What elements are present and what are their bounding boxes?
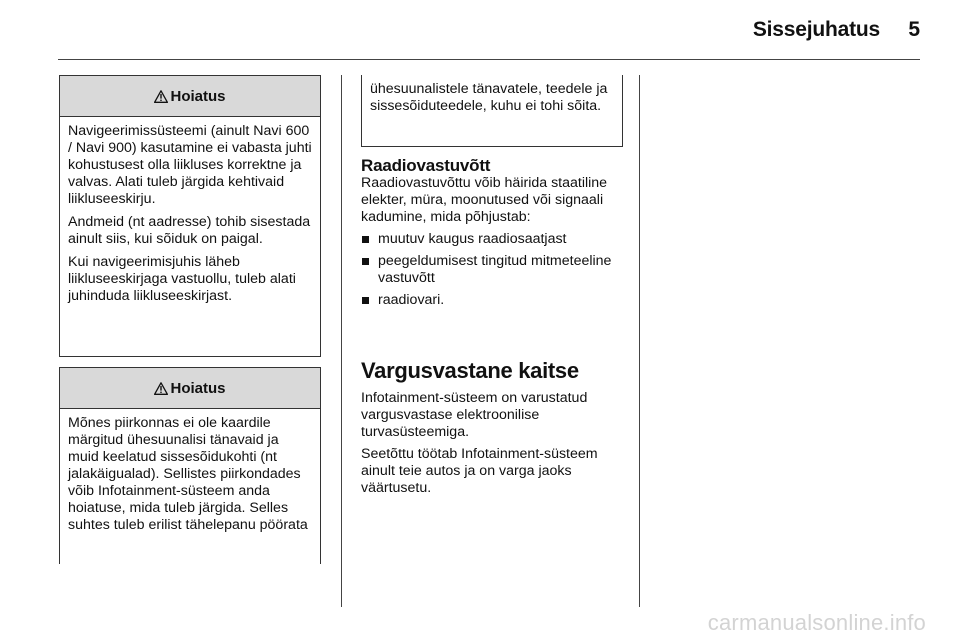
section-anti-theft: [361, 358, 623, 502]
warning-paragraph: Mõnes piirkonnas ei ole kaardile märgitud ühesuunalisi tänavaid ja muid keelatud sissesõidukohti (nt jalakäigualad). Sellistes piirkondades võib Infotainment-süsteem anda hoiatuse, mida tuleb järgida. Selles suhtes tuleb erilist tähelepanu pöörata: [68, 415, 308, 533]
warning-body: [60, 409, 320, 534]
section-heading: Vargusvastane kaitse: [361, 358, 579, 383]
warning-continued-text: ühesuunalistele tänavatele, teedele ja sissesõiduteedele, kuhu ei tohi sõita.: [370, 81, 608, 114]
section-intro: Raadiovastuvõttu võib häirida staatiline elekter, müra, moonutused või signaali kadumine, mida põhjustab:: [361, 175, 608, 225]
bullet-square-icon: [362, 236, 369, 243]
warning-paragraph: Navigeerimissüsteemi (ainult Navi 600 / Navi 900) kasutamine ei vabasta juhti kohustusest olla liikluses korrektne ja valvas. Alati tuleb järgida kehtivaid liikluseeskirju.: [68, 123, 312, 207]
warning-title: Hoiatus: [170, 379, 226, 397]
warning-header: [60, 76, 320, 117]
list-item: [361, 253, 623, 287]
section-heading: Raadiovastuvõtt: [361, 156, 491, 175]
warning-body: [60, 117, 320, 305]
warning-paragraph: Andmeid (nt aadresse) tohib sisestada ainult siis, kui sõiduk on paigal.: [68, 214, 311, 247]
list-item-text: peegeldumisest tingitud mitmeteeline vastuvõtt: [378, 253, 612, 286]
column-divider-right: [639, 75, 640, 607]
warning-header: [60, 368, 320, 409]
list-item-text: raadiovari.: [378, 292, 445, 308]
page-title: Sissejuhatus: [752, 18, 880, 41]
list-item: [361, 292, 623, 309]
warning-box-continuation: [361, 75, 623, 147]
bullet-square-icon: [362, 297, 369, 304]
column-divider-left: [341, 75, 342, 607]
watermark: carmanualsonline.info: [707, 610, 926, 635]
interference-list: [361, 231, 623, 309]
warning-paragraph: Kui navigeerimisjuhis läheb liikluseeskirjaga vastuollu, tuleb alati juhinduda liikluseeskirjast.: [68, 254, 296, 304]
header-divider: [58, 59, 920, 60]
section-radio-reception: [361, 156, 623, 314]
list-item: [361, 231, 623, 248]
page-number: 5: [908, 18, 920, 41]
bullet-square-icon: [362, 258, 369, 265]
warning-box-one-way-streets: [59, 367, 321, 564]
warning-triangle-icon: [154, 90, 168, 103]
warning-triangle-icon: [154, 382, 168, 395]
section-paragraph: Seetõttu töötab Infotainment-süsteem ainult teie autos ja on varga jaoks väärtusetu.: [361, 446, 598, 496]
warning-title: Hoiatus: [170, 87, 226, 105]
warning-box-navigation: [59, 75, 321, 357]
section-paragraph: Infotainment-süsteem on varustatud vargusvastase elektroonilise turvasüsteemiga.: [361, 390, 588, 440]
list-item-text: muutuv kaugus raadiosaatjast: [378, 231, 567, 247]
